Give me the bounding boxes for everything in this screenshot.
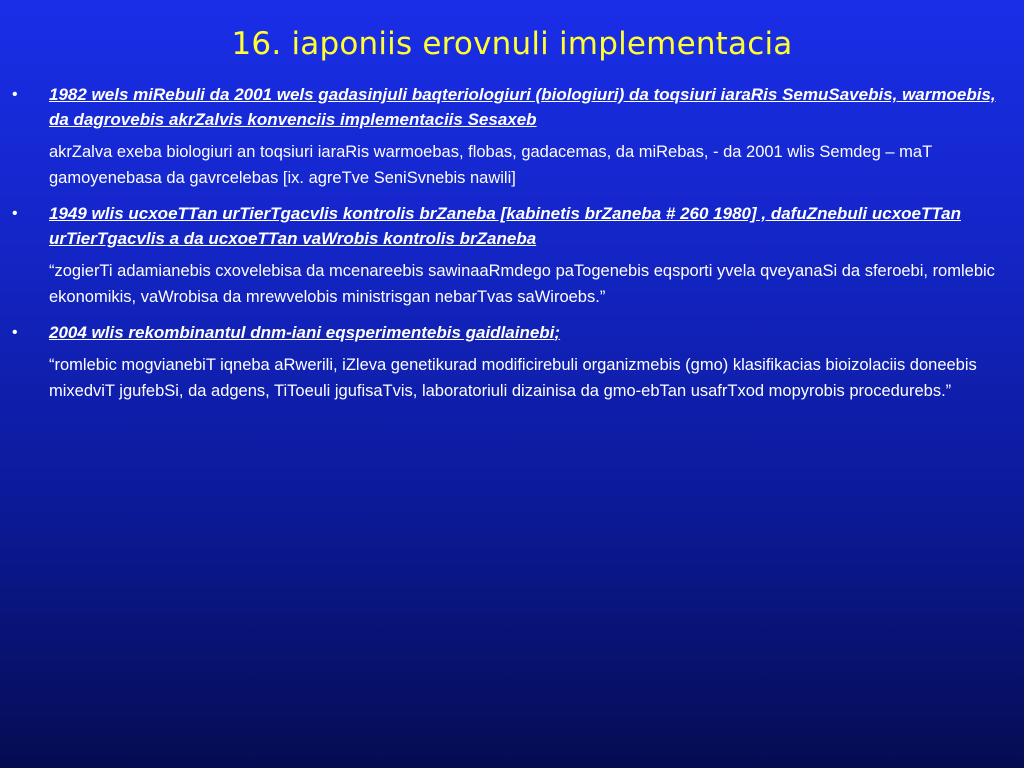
item-heading-text: 1982 wels miRebuli da 2001 wels gadasinjuli baqteriologiuri (biologiuri) da toqsiuri iaraRis SemuSavebis, warmoebis, da dagrovebis akrZalvis konvenciis implementaciis Sesaxeb (49, 85, 996, 129)
item-body: “romlebic mogvianebiT iqneba aRwerili, iZleva genetikurad modificirebuli organizmebis (gmo) klasifikacias bioizolaciis doneebis mixedviT jgufebSi, da adgens, TiToeuli jgufisaTvis, laboratoriuli dizainisa da gmo-ebTan usafrTxod mopyrobis procedurebs.” (49, 356, 977, 400)
bullet-marker: • (12, 324, 18, 341)
bullet-list (12, 82, 1012, 414)
bullet-item (12, 201, 1012, 310)
bullet-marker: • (12, 205, 18, 222)
item-heading-text: 1949 wlis ucxoeTTan urTierTgacvlis kontrolis brZaneba [kabinetis brZaneba # 260 1980] , dafuZnebuli ucxoeTTan urTierTgacvlis a da ucxoeTTan vaWrobis kontrolis brZaneba (49, 204, 961, 248)
slide-title: 16. iaponiis erovnuli implementacia (231, 26, 793, 62)
item-heading-link[interactable] (49, 201, 1012, 251)
item-heading-trail: ; (554, 323, 561, 342)
bullet-marker: • (12, 86, 18, 103)
item-heading-link[interactable] (49, 320, 1012, 345)
item-heading-text: 2004 wlis rekombinantul dnm-iani eqsperimentebis gaidlainebi (49, 323, 555, 342)
bullet-item (12, 320, 1012, 404)
item-body: akrZalva exeba biologiuri an toqsiuri iaraRis warmoebas, flobas, gadacemas, da miRebas, - da 2001 wlis Semdeg – maT gamoyenebasa da gavrcelebas [ix. agreTve SeniSvnebis nawili] (49, 143, 932, 187)
item-heading-link[interactable] (49, 82, 1012, 132)
bullet-item (12, 82, 1012, 191)
item-body: “zogierTi adamianebis cxovelebisa da mcenareebis sawinaaRmdego paTogenebis eqsporti yvela qveyanaSi da sferoebi, romlebic ekonomikis, vaWrobisa da mrewvelobis ministrisgan nebarTvas saWiroebs.” (49, 262, 995, 306)
